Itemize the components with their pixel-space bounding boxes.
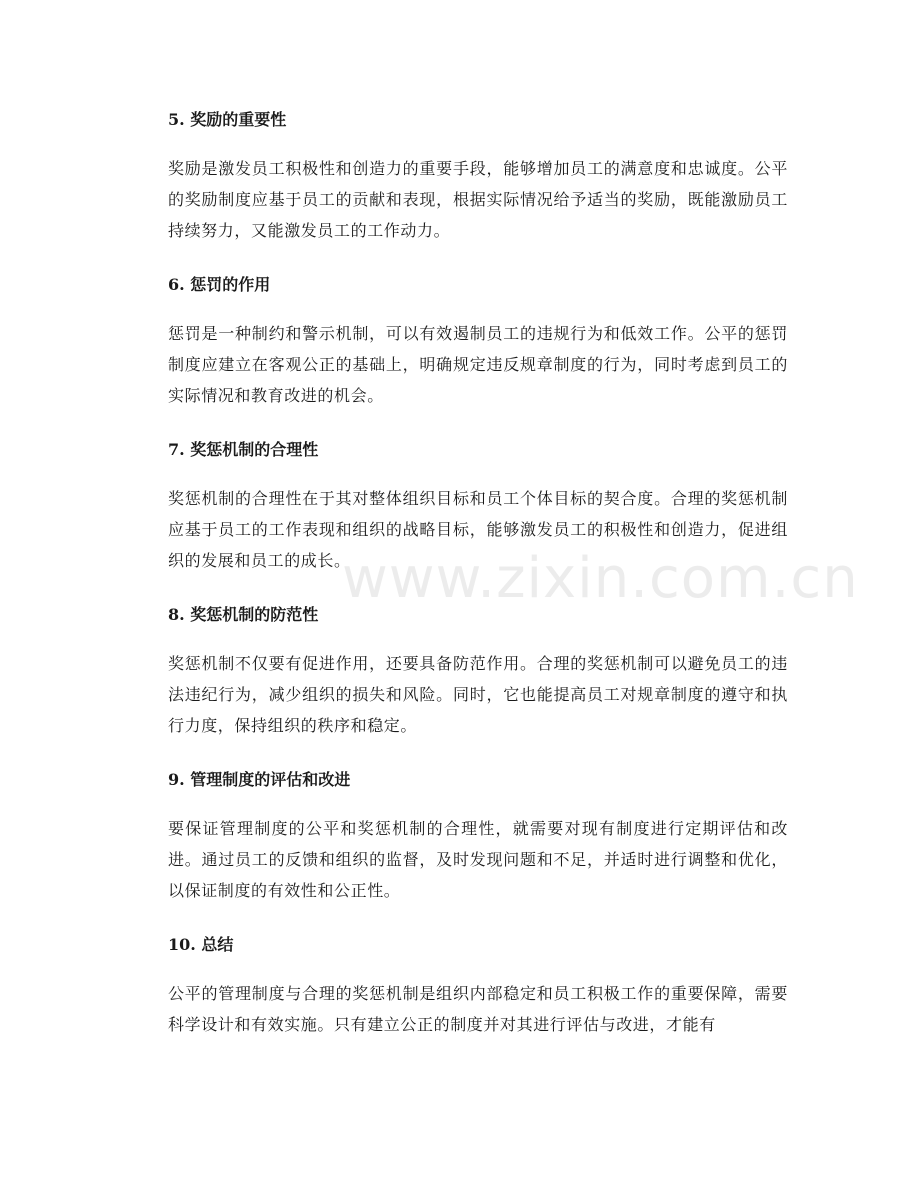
section-body-5: 奖励是激发员工积极性和创造力的重要手段，能够增加员工的满意度和忠诚度。公平的奖励制度应基于员工的贡献和表现，根据实际情况给予适当的奖励，既能激励员工持续努力，又能激发员工的工作动力。 [168, 159, 788, 240]
section-heading-7: 7. 奖惩机制的合理性 [168, 440, 319, 459]
section-heading-6: 6. 惩罚的作用 [168, 275, 271, 294]
section-body-6: 惩罚是一种制约和警示机制，可以有效遏制员工的违规行为和低效工作。公平的惩罚制度应建立在客观公正的基础上，明确规定违反规章制度的行为，同时考虑到员工的实际情况和教育改进的机会。 [168, 324, 788, 405]
section-body-9: 要保证管理制度的公平和奖惩机制的合理性，就需要对现有制度进行定期评估和改进。通过员工的反馈和组织的监督，及时发现问题和不足，并适时进行调整和优化，以保证制度的有效性和公正性。 [168, 819, 788, 900]
document-page [168, 100, 788, 1059]
section-heading-5: 5. 奖励的重要性 [168, 110, 287, 129]
watermark: www.zixin.com.cn [342, 546, 859, 611]
section-body-7: 奖惩机制的合理性在于其对整体组织目标和员工个体目标的契合度。合理的奖惩机制应基于员工的工作表现和组织的战略目标，能够激发员工的积极性和创造力，促进组织的发展和员工的成长。 [168, 489, 788, 570]
section-heading-8: 8. 奖惩机制的防范性 [168, 605, 319, 624]
section-heading-10: 10. 总结 [168, 935, 234, 954]
section-body-10: 公平的管理制度与合理的奖惩机制是组织内部稳定和员工积极工作的重要保障，需要科学设计和有效实施。只有建立公正的制度并对其进行评估与改进，才能有 [168, 984, 788, 1034]
section-heading-9: 9. 管理制度的评估和改进 [168, 770, 351, 789]
section-body-8: 奖惩机制不仅要有促进作用，还要具备防范作用。合理的奖惩机制可以避免员工的违法违纪行为，减少组织的损失和风险。同时，它也能提高员工对规章制度的遵守和执行力度，保持组织的秩序和稳定。 [168, 654, 788, 735]
